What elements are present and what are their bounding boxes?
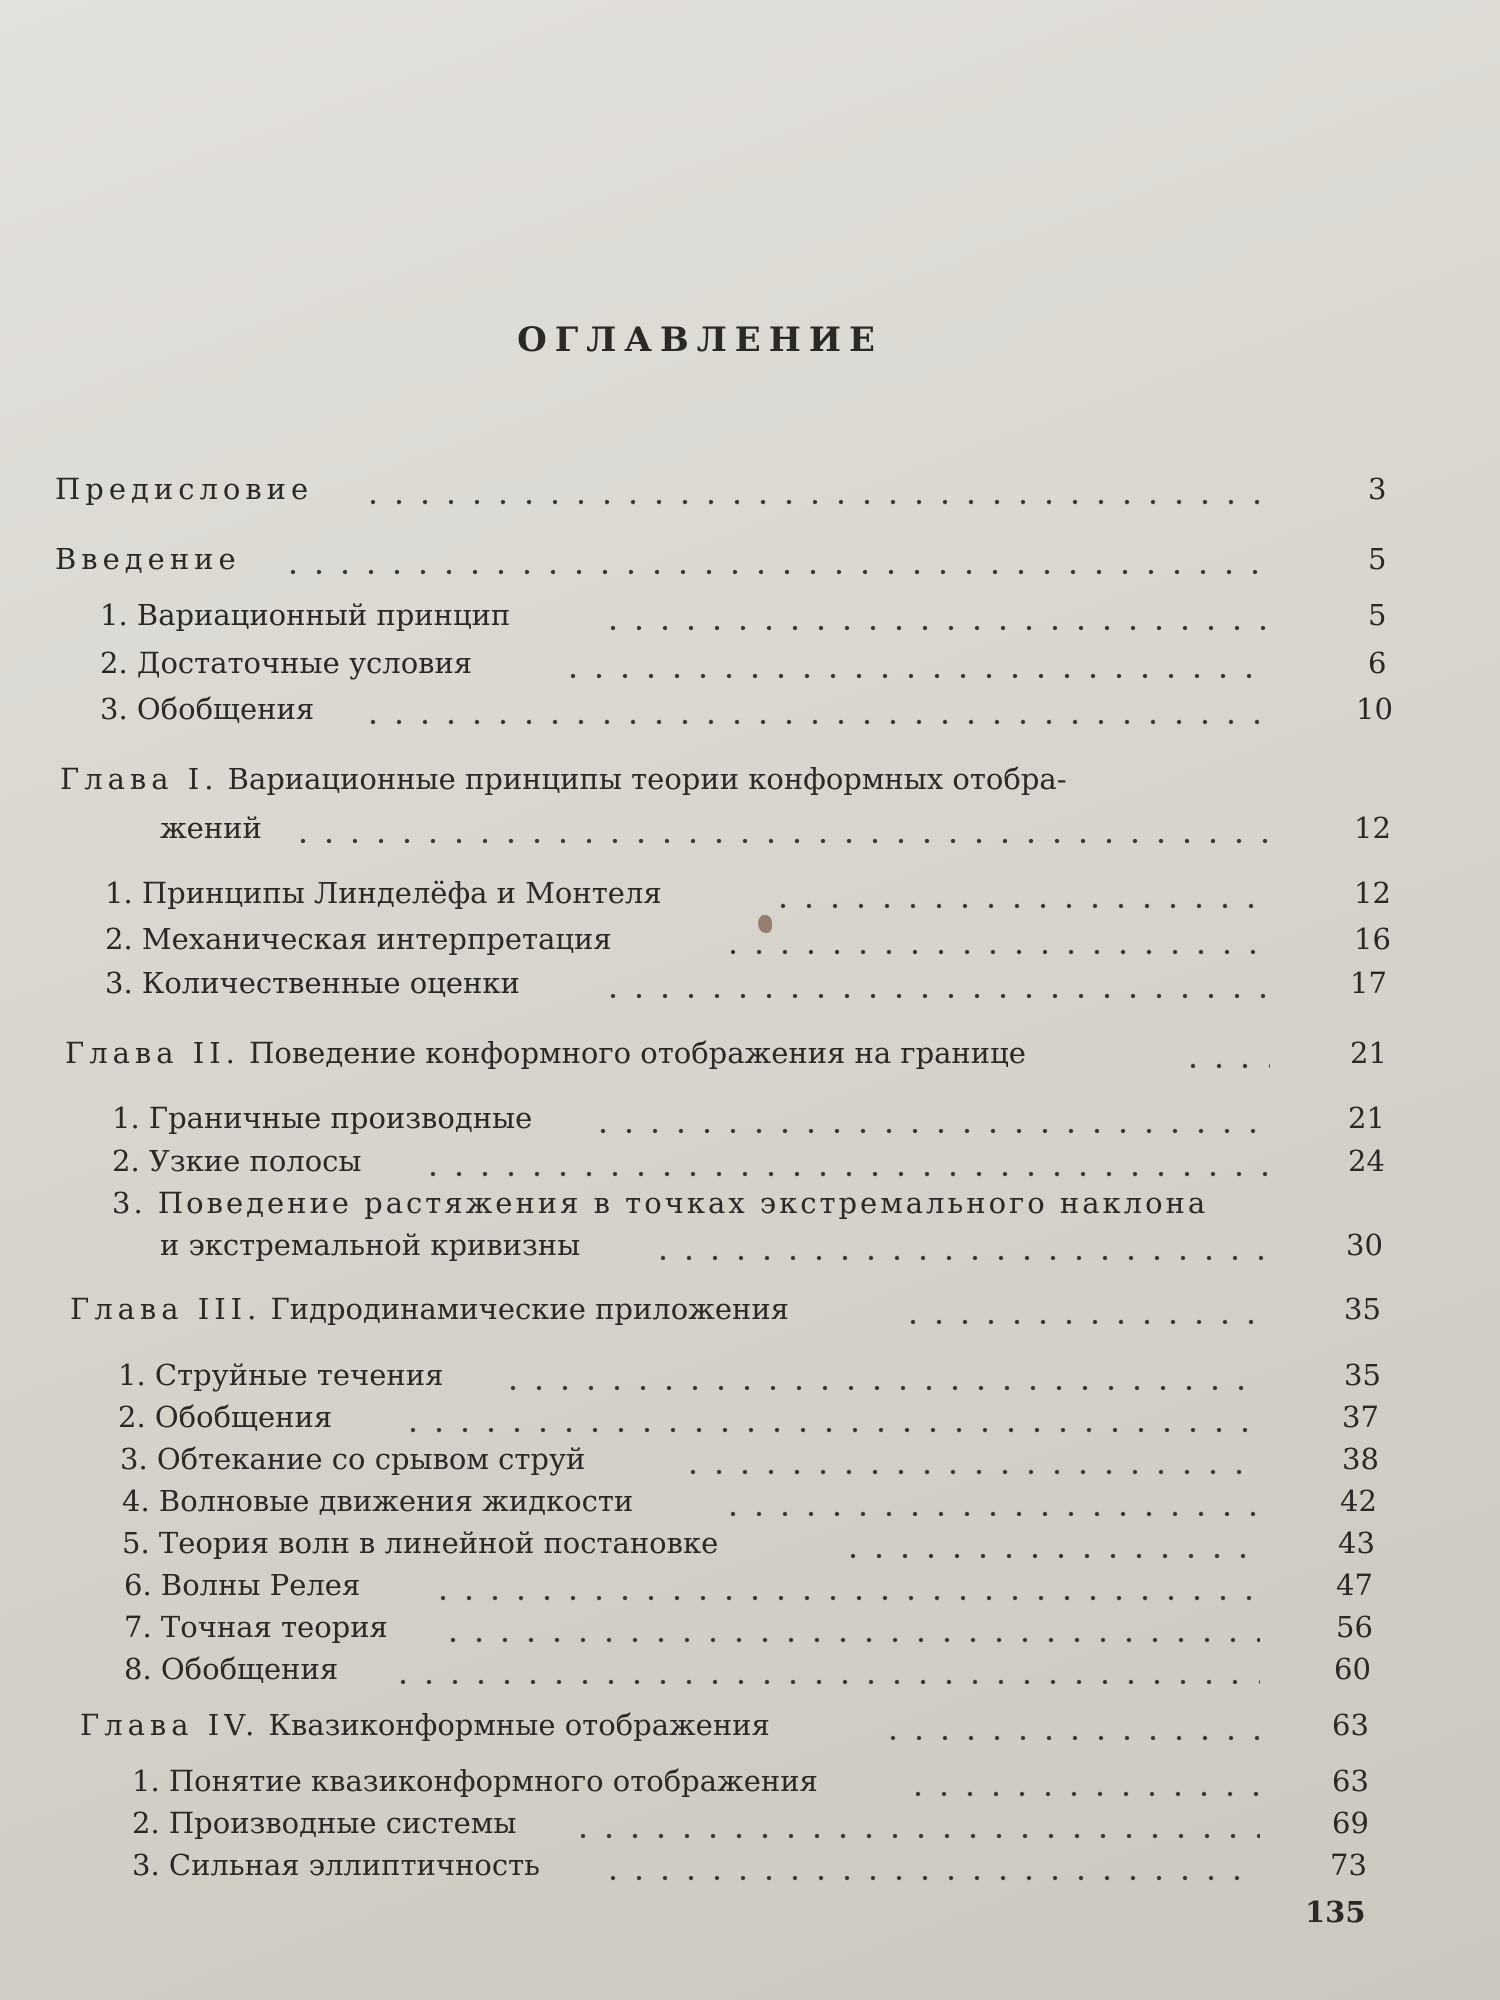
page-title: ОГЛАВЛЕНИЕ	[517, 320, 883, 360]
leader-dots	[280, 536, 1270, 582]
toc-entry	[0, 1604, 1400, 1650]
toc-entry	[0, 640, 1400, 686]
toc-page-number: 60	[1334, 1652, 1371, 1686]
leader-dots	[840, 1520, 1260, 1566]
toc-chapter-3	[0, 1286, 1400, 1332]
toc-page-number: 38	[1342, 1442, 1379, 1476]
toc-page-number: 21	[1348, 1101, 1385, 1135]
toc-page-number: 6	[1368, 646, 1387, 680]
toc-entry-label: 2. Узкие полосы	[112, 1144, 362, 1178]
leader-dots	[290, 805, 1270, 851]
toc-page-number: 35	[1344, 1292, 1381, 1326]
toc-entry-label: Предисловие	[55, 472, 314, 506]
toc-entry-label: 1. Граничные производные	[112, 1101, 533, 1135]
toc-entry-label: Поведение конформного отображения на границе	[249, 1036, 1026, 1070]
leader-dots	[360, 686, 1270, 732]
toc-entry	[0, 1646, 1400, 1692]
toc-page-number: 3	[1368, 472, 1387, 506]
toc-entry	[0, 1394, 1400, 1440]
leader-dots	[680, 1436, 1260, 1482]
toc-page-number: 12	[1354, 811, 1391, 845]
toc-entry-label: 2. Достаточные условия	[100, 646, 473, 680]
leader-dots	[880, 1702, 1260, 1748]
page-number: 135	[1305, 1895, 1366, 1929]
toc-page-number: 21	[1350, 1036, 1387, 1070]
toc-entry	[0, 1138, 1400, 1184]
leader-dots	[400, 1394, 1260, 1440]
toc-entry	[0, 1352, 1400, 1398]
toc-page-number: 43	[1338, 1526, 1375, 1560]
leader-dots	[600, 1842, 1260, 1888]
toc-entry	[0, 870, 1400, 916]
toc-entry	[0, 1842, 1400, 1888]
toc-entry-label: Введение	[55, 542, 241, 576]
leader-dots	[390, 1646, 1260, 1692]
toc-entry-label: Квазиконформные отображения	[268, 1708, 770, 1742]
toc-entry-label: 1. Понятие квазиконформного отображения	[132, 1764, 818, 1798]
toc-entry-label: 4. Волновые движения жидкости	[122, 1484, 634, 1518]
toc-entry-label: 3. Сильная эллиптичность	[132, 1848, 540, 1882]
leader-dots	[440, 1604, 1260, 1650]
leader-dots	[650, 1222, 1270, 1268]
toc-page-number: 47	[1336, 1568, 1373, 1602]
toc-entry	[0, 1095, 1400, 1141]
toc-entry	[0, 1520, 1400, 1566]
toc-entry-label: 3. Обобщения	[100, 692, 315, 726]
toc-entry-continuation	[0, 1222, 1400, 1268]
toc-page-number: 37	[1342, 1400, 1379, 1434]
toc-entry-label: 6. Волны Релея	[124, 1568, 361, 1602]
chapter-prefix: Глава I.	[60, 762, 219, 796]
toc-entry-label: Вариационные принципы теории конформных отобра-	[227, 762, 1067, 796]
toc-page-number: 63	[1332, 1708, 1369, 1742]
leader-dots	[590, 1095, 1270, 1141]
toc-entry-label: 1. Вариационный принцип	[100, 598, 511, 632]
toc-page-number: 10	[1356, 692, 1393, 726]
toc-entry	[0, 916, 1400, 962]
toc-entry-label-continuation: жений	[160, 811, 262, 845]
chapter-prefix: Глава III.	[70, 1292, 262, 1326]
toc-entry-intro	[0, 536, 1400, 582]
toc-chapter-1-continuation	[0, 805, 1400, 851]
toc-page-number: 35	[1344, 1358, 1381, 1392]
toc-chapter-1	[0, 756, 1400, 802]
toc-entry-label: 7. Точная теория	[124, 1610, 388, 1644]
toc-entry	[0, 592, 1400, 638]
toc-entry-label: 2. Производные системы	[132, 1806, 517, 1840]
toc-page-number: 63	[1332, 1764, 1369, 1798]
toc-entry-label: 2. Обобщения	[118, 1400, 333, 1434]
toc-entry-label: 1. Принципы Линделёфа и Монтеля	[105, 876, 662, 910]
toc-entry	[0, 1758, 1400, 1804]
toc-entry	[0, 1180, 1400, 1226]
leader-dots	[1180, 1030, 1270, 1076]
toc-entry	[0, 1562, 1400, 1608]
leader-dots	[420, 1138, 1270, 1184]
leader-dots	[720, 916, 1270, 962]
toc-chapter-2	[0, 1030, 1400, 1076]
toc-page-number: 5	[1368, 542, 1387, 576]
toc-entry	[0, 960, 1400, 1006]
toc-entry-label: 3. Обтекание со срывом струй	[120, 1442, 586, 1476]
leader-dots	[560, 640, 1270, 686]
toc-entry-label: 5. Теория волн в линейной постановке	[122, 1526, 719, 1560]
leader-dots	[900, 1286, 1270, 1332]
toc-entry	[0, 1478, 1400, 1524]
toc-entry-label: 8. Обобщения	[124, 1652, 339, 1686]
chapter-prefix: Глава II.	[65, 1036, 240, 1070]
toc-page-number: 16	[1354, 922, 1391, 956]
toc-page-number: 17	[1350, 966, 1387, 1000]
leader-dots	[570, 1800, 1260, 1846]
leader-dots	[360, 466, 1270, 512]
toc-entry	[0, 1800, 1400, 1846]
leader-dots	[600, 592, 1270, 638]
toc-entry-label: 3. Поведение растяжения в точках экстремального наклона	[112, 1186, 1209, 1220]
toc-entry-label: 3. Количественные оценки	[105, 966, 520, 1000]
toc-page-number: 73	[1330, 1848, 1367, 1882]
toc-page-number: 69	[1332, 1806, 1369, 1840]
toc-entry-label-continuation: и экстремальной кривизны	[160, 1228, 581, 1262]
leader-dots	[720, 1478, 1260, 1524]
leader-dots	[600, 960, 1270, 1006]
leader-dots	[430, 1562, 1260, 1608]
chapter-prefix: Глава IV.	[80, 1708, 260, 1742]
toc-entry-preface	[0, 466, 1400, 512]
toc-entry-label: 2. Механическая интерпретация	[105, 922, 612, 956]
toc-page-number: 5	[1368, 598, 1387, 632]
toc-chapter-4	[0, 1702, 1400, 1748]
leader-dots	[905, 1758, 1260, 1804]
toc-entry	[0, 1436, 1400, 1482]
leader-dots	[770, 870, 1270, 916]
toc-entry-label: Гидродинамические приложения	[270, 1292, 789, 1326]
toc-page-number: 12	[1354, 876, 1391, 910]
toc-entry-label: 1. Струйные течения	[118, 1358, 444, 1392]
leader-dots	[500, 1352, 1260, 1398]
toc-page-number: 30	[1346, 1228, 1383, 1262]
toc-page-number: 24	[1348, 1144, 1385, 1178]
toc-page-number: 42	[1340, 1484, 1377, 1518]
toc-page-number: 56	[1336, 1610, 1373, 1644]
toc-entry	[0, 686, 1400, 732]
